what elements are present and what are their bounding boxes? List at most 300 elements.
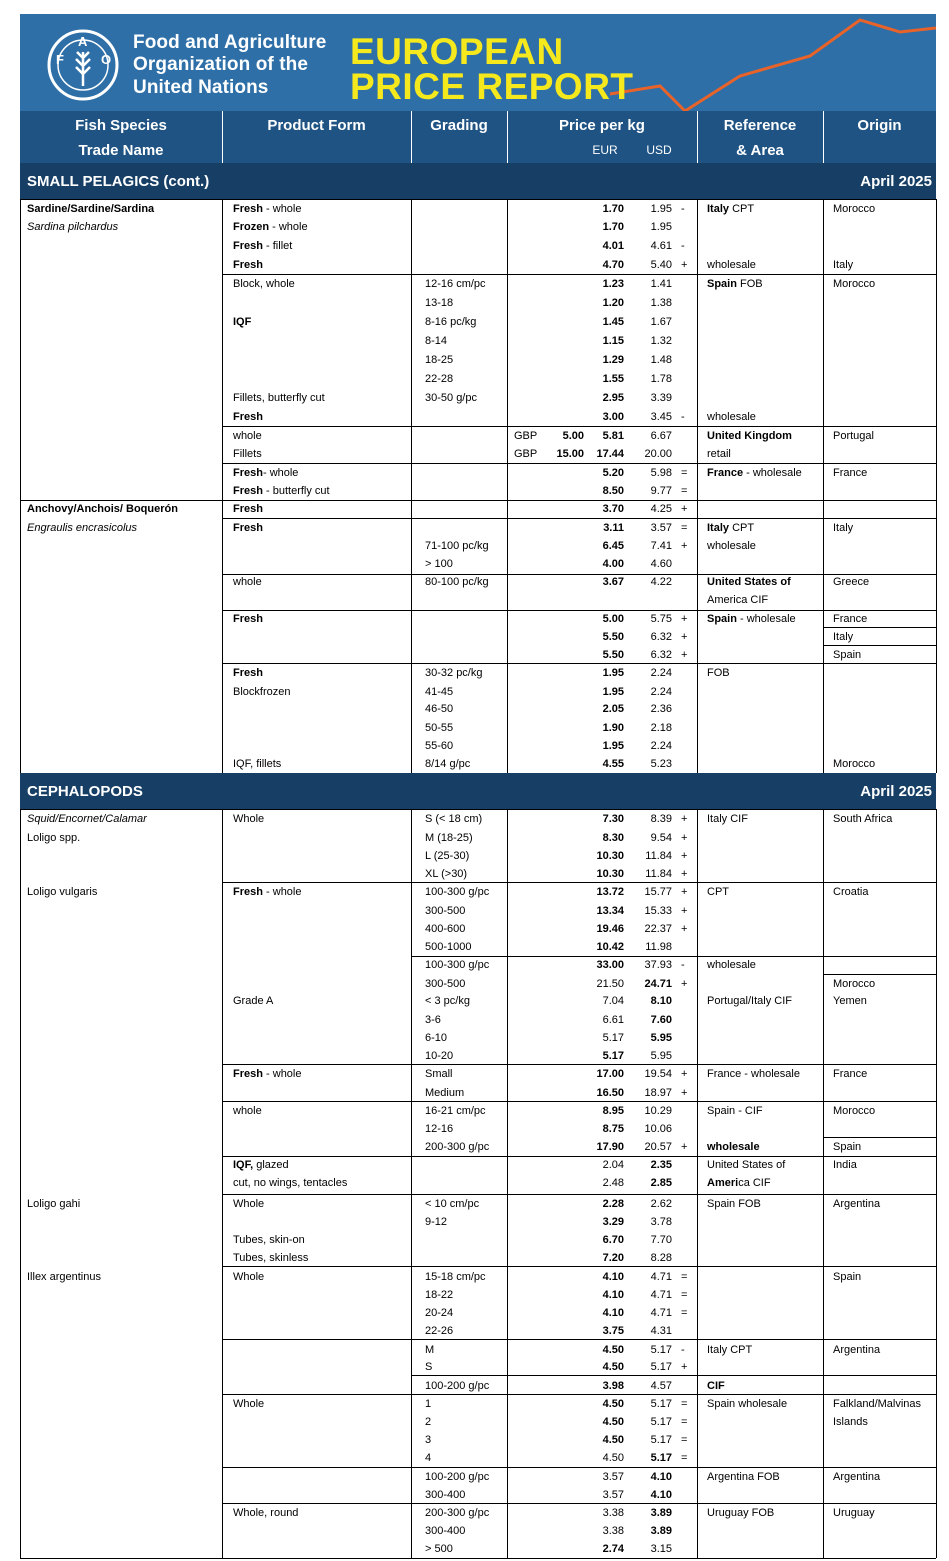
- cell-eur: 13.72: [596, 886, 624, 898]
- cell-trend: +: [681, 503, 688, 515]
- cell-grade: 300-400: [425, 1489, 466, 1501]
- cell-usd: 2.24: [650, 667, 672, 679]
- column-header-usd: USD: [646, 143, 672, 157]
- cell-ref: wholesale: [707, 540, 756, 552]
- cell-usd: 1.32: [650, 335, 672, 347]
- cell-grade: 300-400: [425, 1525, 466, 1537]
- cell-form: IQF, glazed: [233, 1159, 289, 1171]
- cell-eur: 4.10: [602, 1289, 624, 1301]
- cell-usd: 8.39: [650, 813, 672, 825]
- cell-eur: 3.00: [602, 411, 624, 423]
- cell-origin: Argentina: [833, 1198, 881, 1210]
- cell-trend: =: [681, 1416, 688, 1428]
- cell-trend: +: [681, 850, 688, 862]
- cell-grade: > 100: [425, 558, 453, 570]
- cell-form: Fresh - whole: [233, 203, 302, 215]
- cell-grade: 2: [425, 1416, 432, 1428]
- cell-eur: 1.70: [602, 203, 624, 215]
- cell-grade: 55-60: [425, 740, 454, 752]
- cell-trend: =: [681, 1289, 688, 1301]
- cell-eur: 4.50: [602, 1361, 624, 1373]
- cell-trend: +: [681, 613, 688, 625]
- cell-eur: 4.50: [602, 1434, 624, 1446]
- cell-ref: America CIF: [707, 1177, 771, 1189]
- cell-usd: 2.18: [650, 722, 672, 734]
- cell-eur: 5.81: [602, 430, 624, 442]
- cell-trend: =: [681, 1398, 688, 1410]
- cell-origin: Croatia: [833, 886, 869, 898]
- cell-species: Illex argentinus: [27, 1271, 101, 1283]
- cell-usd: 5.17: [650, 1452, 672, 1464]
- cell-eur: 3.38: [602, 1507, 624, 1519]
- cell-origin: Uruguay: [833, 1507, 875, 1519]
- cell-usd: 3.45: [650, 411, 672, 423]
- cell-origin: India: [833, 1159, 857, 1171]
- cell-eur: 7.30: [602, 813, 624, 825]
- cell-eur: 2.95: [602, 392, 624, 404]
- cell-eur: 1.90: [602, 722, 624, 734]
- cell-trend: +: [681, 905, 688, 917]
- cell-ref: Uruguay FOB: [707, 1507, 775, 1519]
- cell-trend: +: [681, 259, 688, 271]
- cell-trend: +: [681, 1068, 688, 1080]
- section-title: CEPHALOPODS: [27, 783, 143, 800]
- cell-local: 5.00: [562, 430, 584, 442]
- cell-form: whole: [233, 1105, 262, 1117]
- cell-usd: 11.84: [645, 850, 672, 862]
- cell-usd: 3.57: [650, 522, 672, 534]
- column-header-price: Price per kg: [559, 117, 645, 134]
- cell-eur: 1.95: [602, 667, 624, 679]
- cell-form: Fresh: [233, 522, 263, 534]
- org-name-line-1: Food and Agriculture: [133, 32, 327, 53]
- cell-species: Sardine/Sardine/Sardina: [27, 203, 155, 215]
- cell-origin: Islands: [833, 1416, 868, 1428]
- cell-usd: 4.10: [650, 1471, 672, 1483]
- cell-grade: Medium: [425, 1087, 465, 1099]
- cell-usd: 5.17: [650, 1344, 672, 1356]
- cell-trend: +: [681, 1087, 688, 1099]
- cell-usd: 2.35: [650, 1159, 672, 1171]
- cell-grade: 8-14: [425, 335, 448, 347]
- column-header-trade-name: Trade Name: [78, 142, 164, 159]
- cell-origin: Yemen: [833, 995, 867, 1007]
- cell-eur: 4.10: [602, 1271, 624, 1283]
- cell-usd: 37.93: [644, 959, 672, 971]
- cell-usd: 3.89: [650, 1507, 672, 1519]
- cell-form: Fresh: [233, 613, 263, 625]
- cell-usd: 1.67: [650, 316, 672, 328]
- cell-eur: 4.50: [602, 1344, 624, 1356]
- cell-usd: 6.32: [650, 631, 672, 643]
- cell-usd: 5.95: [650, 1032, 672, 1044]
- cell-usd: 6.32: [650, 649, 672, 661]
- cell-eur: 21.50: [596, 978, 624, 990]
- cell-usd: 5.17: [650, 1398, 672, 1410]
- cell-grade: 22-26: [425, 1325, 454, 1337]
- cell-form: Block, whole: [233, 278, 295, 290]
- cell-grade: 20-24: [425, 1307, 454, 1319]
- cell-origin: Italy: [833, 259, 854, 271]
- column-header-grading: Grading: [430, 117, 488, 134]
- cell-eur: 2.05: [602, 703, 624, 715]
- cell-eur: 1.29: [602, 354, 624, 366]
- cell-trend: -: [681, 411, 685, 423]
- cell-grade: 300-500: [425, 905, 466, 917]
- cell-species: Loligo gahi: [27, 1198, 81, 1210]
- cell-eur: 4.01: [602, 240, 624, 252]
- cell-form: Fresh - whole: [233, 886, 302, 898]
- cell-grade: 22-28: [425, 373, 454, 385]
- cell-eur: 1.23: [602, 278, 624, 290]
- cell-usd: 2.24: [650, 740, 672, 752]
- cell-form: Whole: [233, 1271, 265, 1283]
- cell-eur: 4.55: [602, 758, 624, 770]
- cell-usd: 2.24: [650, 686, 672, 698]
- cell-usd: 22.37: [644, 923, 672, 935]
- cell-grade: > 500: [425, 1543, 453, 1555]
- cell-grade: M: [425, 1344, 435, 1356]
- cell-grade: S (< 18 cm): [425, 813, 483, 825]
- cell-usd: 10.29: [644, 1105, 672, 1117]
- cell-eur: 10.30: [596, 850, 624, 862]
- cell-usd: 4.31: [650, 1325, 672, 1337]
- cell-usd: 1.48: [650, 354, 672, 366]
- cell-eur: 1.95: [602, 740, 624, 752]
- cell-form: Whole: [233, 813, 265, 825]
- org-name-line-2: Organization of the: [133, 54, 309, 75]
- cell-trend: +: [681, 1141, 688, 1153]
- cell-grade: 16-21 cm/pc: [425, 1105, 486, 1117]
- org-name-line-3: United Nations: [133, 77, 269, 98]
- cell-grade: 200-300 g/pc: [425, 1507, 490, 1519]
- cell-origin: Spain: [833, 649, 862, 661]
- cell-usd: 1.95: [650, 203, 672, 215]
- cell-usd: 20.00: [644, 448, 672, 460]
- cell-trend: +: [681, 832, 688, 844]
- cell-grade: 71-100 pc/kg: [425, 540, 489, 552]
- cell-origin: Morocco: [833, 203, 876, 215]
- cell-eur: 10.30: [596, 868, 624, 880]
- cell-usd: 4.22: [650, 576, 672, 588]
- cell-ref: France - wholesale: [707, 1068, 800, 1080]
- cell-ref: Portugal/Italy CIF: [707, 995, 792, 1007]
- cell-usd: 3.89: [650, 1525, 672, 1537]
- cell-grade: S: [425, 1361, 433, 1373]
- cell-usd: 1.95: [650, 221, 672, 233]
- cell-eur: 4.50: [602, 1398, 624, 1410]
- cell-ref: United States of: [707, 1159, 786, 1171]
- cell-ref: Italy CPT: [707, 1344, 753, 1356]
- cell-trend: =: [681, 1452, 688, 1464]
- section-header-cephalopods: [20, 773, 936, 809]
- cell-usd: 4.71: [650, 1307, 672, 1319]
- cell-eur: 2.74: [602, 1543, 624, 1555]
- cell-origin: Greece: [833, 576, 870, 588]
- cell-trend: =: [681, 1307, 688, 1319]
- cell-grade: 100-200 g/pc: [425, 1380, 490, 1392]
- cell-ref: Italy CIF: [707, 813, 748, 825]
- cell-ref: wholesale: [707, 959, 756, 971]
- cell-usd: 20.57: [644, 1141, 672, 1153]
- cell-usd: 2.62: [650, 1198, 672, 1210]
- cell-ref: France - wholesale: [707, 467, 802, 479]
- cell-grade: 80-100 pc/kg: [425, 576, 489, 588]
- cell-eur: 3.70: [602, 503, 624, 515]
- cell-trend: =: [681, 485, 688, 497]
- section-title: SMALL PELAGICS (cont.): [27, 173, 210, 190]
- cell-usd: 8.10: [650, 995, 672, 1007]
- cell-species: Sardina pilchardus: [27, 221, 119, 233]
- cell-eur: 33.00: [596, 959, 624, 971]
- section-date: April 2025: [860, 173, 932, 190]
- cell-form: Fresh: [233, 259, 263, 271]
- cell-form: Whole, round: [233, 1507, 299, 1519]
- cell-eur: 3.75: [602, 1325, 624, 1337]
- cell-species: Loligo vulgaris: [27, 886, 98, 898]
- cell-form: Fresh: [233, 411, 263, 423]
- cell-grade: 300-500: [425, 978, 466, 990]
- cell-usd: 5.40: [650, 259, 672, 271]
- cell-eur: 7.20: [602, 1252, 624, 1264]
- logo-letter-a: A: [78, 34, 88, 49]
- cell-eur: 1.20: [602, 297, 624, 309]
- cell-form: Blockfrozen: [233, 686, 291, 698]
- cell-origin: Spain: [833, 1271, 862, 1283]
- cell-usd: 2.85: [650, 1177, 672, 1189]
- cell-usd: 5.23: [650, 758, 672, 770]
- logo-letter-o: O: [101, 52, 112, 67]
- cell-origin: Morocco: [833, 278, 876, 290]
- cell-form: Fillets: [233, 448, 262, 460]
- cell-eur: 13.34: [596, 905, 624, 917]
- cell-grade: 9-12: [425, 1216, 448, 1228]
- cell-ref: CIF: [707, 1380, 725, 1392]
- cell-trend: =: [681, 1271, 688, 1283]
- cell-eur: 1.95: [602, 686, 624, 698]
- cell-usd: 5.98: [650, 467, 672, 479]
- cell-grade: 200-300 g/pc: [425, 1141, 490, 1153]
- cell-ref: wholesale: [707, 1141, 760, 1153]
- cell-eur: 10.42: [596, 941, 624, 953]
- cell-grade: M (18-25): [425, 832, 473, 844]
- cell-eur: 17.90: [596, 1141, 624, 1153]
- cell-eur: 4.50: [602, 1452, 624, 1464]
- cell-form: cut, no wings, tentacles: [233, 1177, 348, 1189]
- cell-grade: 4: [425, 1452, 432, 1464]
- cell-grade: 18-25: [425, 354, 454, 366]
- cell-eur: 3.57: [602, 1489, 624, 1501]
- cell-origin: Italy: [833, 631, 854, 643]
- cell-grade: 100-200 g/pc: [425, 1471, 490, 1483]
- column-header-eur: EUR: [592, 143, 618, 157]
- cell-trend: +: [681, 813, 688, 825]
- cell-trend: -: [681, 203, 685, 215]
- cell-usd: 5.75: [650, 613, 672, 625]
- cell-eur: 6.61: [602, 1014, 624, 1026]
- cell-grade: L (25-30): [425, 850, 470, 862]
- cell-eur: 19.46: [596, 923, 624, 935]
- cell-grade: 30-50 g/pc: [425, 392, 477, 404]
- cell-ref: Spain FOB: [707, 1198, 761, 1210]
- cell-eur: 2.04: [602, 1159, 624, 1171]
- cell-usd: 1.38: [650, 297, 672, 309]
- cell-trend: =: [681, 467, 688, 479]
- section-header-small-pelagics: [20, 163, 936, 199]
- cell-eur: 5.00: [602, 613, 624, 625]
- cell-form: Grade A: [233, 995, 274, 1007]
- cell-eur: 8.50: [602, 485, 624, 497]
- cell-eur: 4.50: [602, 1416, 624, 1428]
- cell-usd: 5.17: [650, 1434, 672, 1446]
- cell-origin: Falkland/Malvinas: [833, 1398, 922, 1410]
- cell-eur: 8.75: [602, 1123, 624, 1135]
- cell-grade: 46-50: [425, 703, 454, 715]
- cell-origin: Morocco: [833, 978, 876, 990]
- cell-form: Fresh: [233, 503, 263, 515]
- cell-eur: 3.29: [602, 1216, 624, 1228]
- cell-origin: France: [833, 1068, 868, 1080]
- cell-eur: 2.28: [602, 1198, 624, 1210]
- cell-eur: 17.00: [596, 1068, 624, 1080]
- cell-form: Fresh - fillet: [233, 240, 293, 252]
- cell-grade: 41-45: [425, 686, 454, 698]
- cell-grade: 50-55: [425, 722, 454, 734]
- cell-origin: Portugal: [833, 430, 874, 442]
- cell-grade: 30-32 pc/kg: [425, 667, 483, 679]
- cell-usd: 18.97: [644, 1087, 672, 1099]
- cell-origin: France: [833, 613, 868, 625]
- cell-eur: 5.20: [602, 467, 624, 479]
- cell-grade: 13-18: [425, 297, 454, 309]
- cell-species: Squid/Encornet/Calamar: [27, 813, 147, 825]
- cell-usd: 11.98: [645, 941, 672, 953]
- cell-usd: 9.54: [650, 832, 672, 844]
- cell-usd: 1.78: [650, 373, 672, 385]
- cell-form: Fresh: [233, 667, 263, 679]
- cell-grade: 3: [425, 1434, 432, 1446]
- logo-letter-f: F: [56, 52, 64, 67]
- cell-grade: 10-20: [425, 1050, 454, 1062]
- cell-usd: 4.60: [650, 558, 672, 570]
- cell-origin: Argentina: [833, 1344, 881, 1356]
- cell-grade: Small: [425, 1068, 453, 1080]
- cell-trend: +: [681, 540, 688, 552]
- cell-usd: 3.78: [650, 1216, 672, 1228]
- cell-grade: 15-18 cm/pc: [425, 1271, 486, 1283]
- cell-form: IQF, fillets: [233, 758, 282, 770]
- cell-local: 15.00: [556, 448, 584, 460]
- cell-form: Fresh- whole: [233, 467, 299, 479]
- cell-ref: United Kingdom: [707, 430, 792, 442]
- cell-eur: 16.50: [596, 1087, 624, 1099]
- cell-trend: -: [681, 1344, 685, 1356]
- cell-grade: 100-300 g/pc: [425, 886, 490, 898]
- column-header-reference: Reference: [723, 117, 797, 134]
- cell-form: whole: [233, 430, 262, 442]
- cell-trend: -: [681, 959, 685, 971]
- cell-species: Anchovy/Anchois/ Boquerón: [27, 503, 178, 515]
- cell-eur: 1.55: [602, 373, 624, 385]
- report-title-line-2: PRICE REPORT: [350, 66, 634, 107]
- cell-cur: GBP: [514, 448, 538, 460]
- cell-origin: Italy: [833, 522, 854, 534]
- cell-origin: Morocco: [833, 758, 876, 770]
- cell-cur: GBP: [514, 430, 538, 442]
- cell-ref: CPT: [707, 886, 729, 898]
- cell-origin: Argentina: [833, 1471, 881, 1483]
- cell-form: Whole: [233, 1398, 265, 1410]
- cell-usd: 7.41: [650, 540, 672, 552]
- cell-usd: 6.67: [650, 430, 672, 442]
- cell-usd: 15.33: [644, 905, 672, 917]
- cell-grade: 500-1000: [425, 941, 472, 953]
- cell-trend: =: [681, 522, 688, 534]
- cell-usd: 19.54: [644, 1068, 672, 1080]
- column-header-bar: [20, 111, 936, 163]
- cell-species: Engraulis encrasicolus: [27, 522, 138, 534]
- report-banner: [20, 14, 936, 111]
- cell-trend: +: [681, 978, 688, 990]
- cell-usd: 10.06: [644, 1123, 672, 1135]
- cell-eur: 17.44: [596, 448, 624, 460]
- cell-usd: 4.61: [650, 240, 672, 252]
- cell-usd: 8.28: [650, 1252, 672, 1264]
- cell-eur: 6.70: [602, 1234, 624, 1246]
- cell-trend: +: [681, 886, 688, 898]
- cell-form: Whole: [233, 1198, 265, 1210]
- cell-usd: 11.84: [645, 868, 672, 880]
- column-header-origin: Origin: [857, 117, 902, 134]
- cell-usd: 5.17: [650, 1416, 672, 1428]
- cell-ref: FOB: [707, 667, 730, 679]
- cell-grade: 3-6: [425, 1014, 441, 1026]
- cell-grade: XL (>30): [425, 868, 468, 880]
- report-title-line-1: EUROPEAN: [350, 31, 564, 72]
- cell-eur: 1.15: [602, 335, 624, 347]
- cell-usd: 4.57: [650, 1380, 672, 1392]
- cell-usd: 5.95: [650, 1050, 672, 1062]
- cell-eur: 4.10: [602, 1307, 624, 1319]
- cell-usd: 4.71: [650, 1271, 672, 1283]
- section-date: April 2025: [860, 783, 932, 800]
- cell-eur: 7.04: [602, 995, 624, 1007]
- cell-usd: 24.71: [644, 978, 672, 990]
- cell-eur: 5.50: [602, 631, 624, 643]
- cell-eur: 3.98: [602, 1380, 624, 1392]
- cell-form: IQF: [233, 316, 252, 328]
- fao-logo: [46, 28, 120, 102]
- cell-trend: =: [681, 1434, 688, 1446]
- cell-trend: +: [681, 649, 688, 661]
- cell-grade: 18-22: [425, 1289, 454, 1301]
- cell-usd: 4.25: [650, 503, 672, 515]
- cell-trend: -: [681, 240, 685, 252]
- cell-eur: 4.70: [602, 259, 624, 271]
- cell-eur: 3.67: [602, 576, 624, 588]
- cell-grade: 8-16 pc/kg: [425, 316, 477, 328]
- cell-eur: 5.17: [602, 1050, 624, 1062]
- cell-grade: < 3 pc/kg: [425, 995, 470, 1007]
- cell-usd: 5.17: [650, 1361, 672, 1373]
- cell-usd: 15.77: [644, 886, 672, 898]
- cell-eur: 1.45: [602, 316, 624, 328]
- cell-usd: 4.71: [650, 1289, 672, 1301]
- cell-grade: 6-10: [425, 1032, 448, 1044]
- cell-eur: 1.70: [602, 221, 624, 233]
- cell-ref: retail: [707, 448, 731, 460]
- cell-trend: +: [681, 631, 688, 643]
